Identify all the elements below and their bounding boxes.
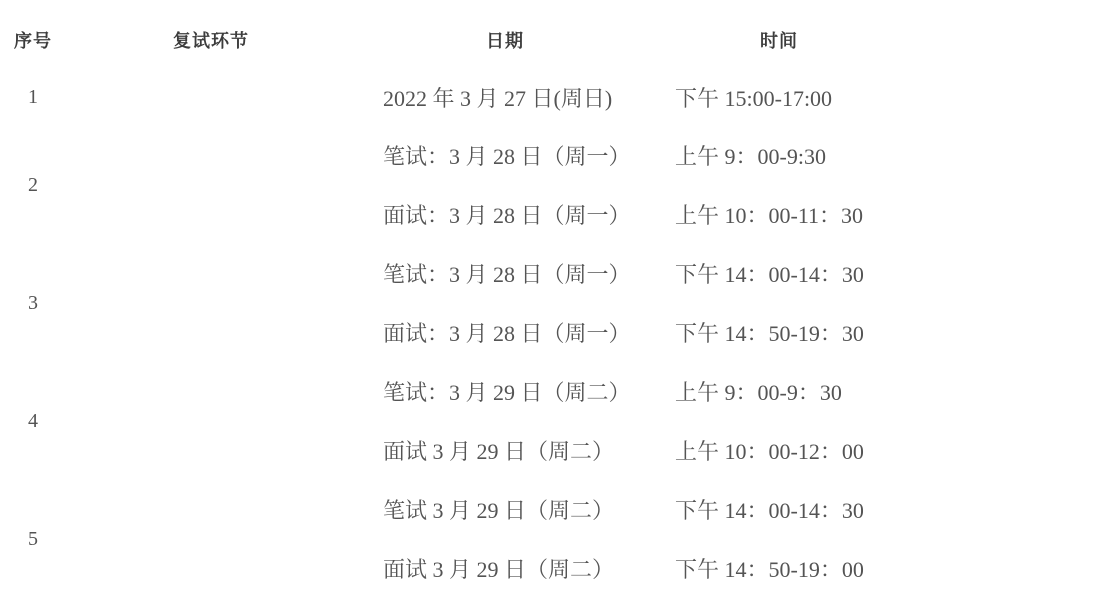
header-date: 日期 [486, 31, 524, 51]
time-line: 上午 10：00-11：30 [675, 203, 864, 228]
date-line: 面试：3 月 28 日（周一） [383, 321, 631, 346]
table-row [0, 480, 1096, 598]
time-line: 下午 14：50-19：30 [675, 321, 864, 346]
date-line: 面试 3 月 29 日（周二） [383, 557, 615, 582]
time-line: 下午 14：50-19：00 [675, 557, 864, 582]
date-line: 笔试：3 月 29 日（周二） [383, 380, 631, 405]
row-number: 4 [28, 409, 38, 432]
table-row [0, 68, 1096, 126]
date-line: 笔试：3 月 28 日（周一） [383, 144, 631, 169]
time-line: 上午 10：00-12：00 [675, 439, 864, 464]
time-cell [654, 480, 1096, 598]
table-row [0, 244, 1096, 362]
time-line: 上午 9：00-9：30 [675, 380, 842, 405]
time-cell [654, 244, 1096, 362]
header-time: 时间 [760, 31, 798, 51]
date-line: 笔试 3 月 29 日（周二） [383, 498, 615, 523]
row-number: 1 [28, 85, 38, 108]
time-line: 下午 14：00-14：30 [675, 262, 864, 287]
row-number: 2 [28, 173, 38, 196]
date-cell [356, 480, 654, 598]
date-line: 笔试：3 月 28 日（周一） [383, 262, 631, 287]
date-line: 面试 3 月 29 日（周二） [383, 439, 615, 464]
table-header-row [0, 0, 1096, 68]
stage-cell [66, 480, 356, 598]
row-number: 3 [28, 291, 38, 314]
header-no: 序号 [14, 31, 52, 51]
date-cell [356, 126, 654, 244]
stage-cell [66, 362, 356, 480]
header-stage: 复试环节 [173, 31, 249, 51]
table-row [0, 362, 1096, 480]
row-number: 5 [28, 527, 38, 550]
time-line: 下午 15:00-17:00 [675, 85, 833, 111]
stage-cell [66, 126, 356, 244]
time-line: 下午 14：00-14：30 [675, 498, 864, 523]
stage-cell [66, 68, 356, 126]
time-cell [654, 68, 1096, 126]
time-line: 上午 9：00-9:30 [675, 144, 826, 169]
date-line: 面试：3 月 28 日（周一） [383, 203, 631, 228]
date-cell [356, 362, 654, 480]
time-cell [654, 126, 1096, 244]
date-line: 2022 年 3 月 27 日(周日) [383, 85, 613, 111]
stage-cell [66, 244, 356, 362]
date-cell [356, 68, 654, 126]
time-cell [654, 362, 1096, 480]
table-row [0, 126, 1096, 244]
date-cell [356, 244, 654, 362]
